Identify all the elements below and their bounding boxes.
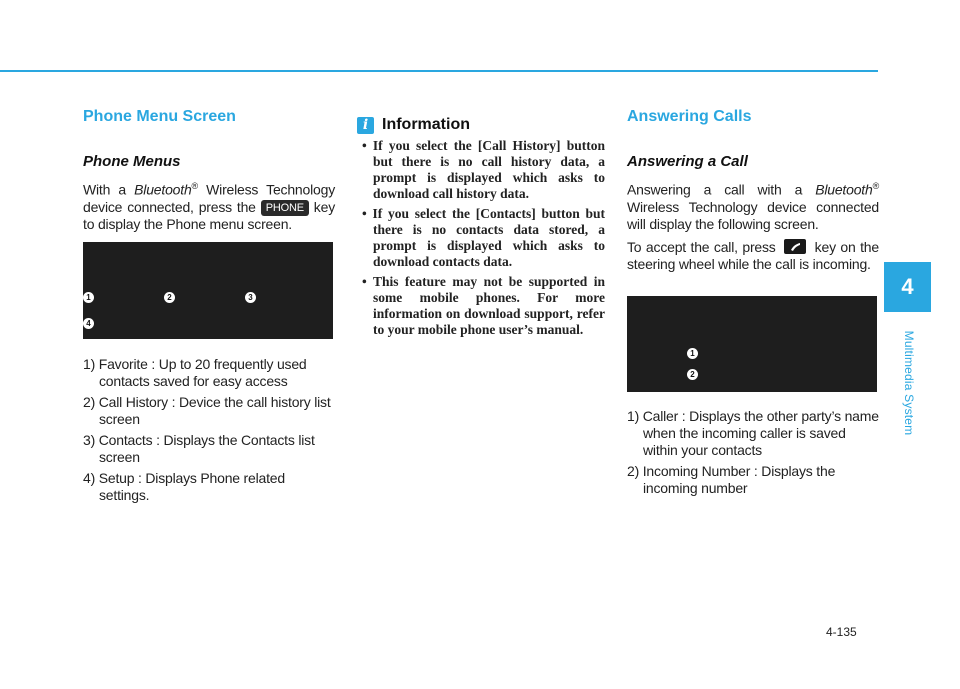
list-item: 2) Call History : Device the call history list screen [83,394,331,427]
answer-paragraph: Answering a call with a Bluetooth® Wireless Technology device connected will display the following screen. [627,181,879,232]
info-bullet: • If you select the [Contacts] button but there is no contacts data stored, a prompt is displayed which asks to download contacts data. [357,206,605,270]
section-heading: Answering Calls [627,108,752,125]
callout-2: 2 [687,369,698,380]
list-item: 2) Incoming Number : Displays the incoming number [627,463,836,496]
info-bullet: • This feature may not be supported in some mobile phones. For more information on download support, refer to your mobile phone user’s manual. [357,274,605,338]
info-bullet: • If you select the [Call History] button but there is no call history data, a prompt is displayed which asks to download call history data. [357,138,605,202]
callout-3: 3 [245,292,256,303]
answering-calls-section [627,108,879,273]
callout-4: 4 [83,318,94,329]
intro-paragraph: With a Bluetooth® Wireless Technology device connected, press the PHONE key to display the Phone menu screen. [83,181,335,232]
list-item: 1) Caller : Displays the other party’s name when the incoming caller is saved within your contacts [627,408,879,458]
subsection-heading: Phone Menus [83,153,181,170]
incoming-call-list [627,408,879,501]
list-item: 4) Setup : Displays Phone related settings. [83,470,285,503]
callout-2: 2 [164,292,175,303]
chapter-tab: 4 [884,262,931,312]
info-icon: i [357,117,374,134]
header-rule [0,70,878,72]
phone-handset-icon [784,239,806,254]
list-item: 3) Contacts : Displays the Contacts list screen [83,432,315,465]
phone-menu-list [83,356,335,508]
page-number: 4-135 [826,625,857,639]
list-item: 1) Favorite : Up to 20 frequently used contacts saved for easy access [83,356,307,389]
callout-1: 1 [83,292,94,303]
phone-menu-section [83,108,335,233]
accept-paragraph: To accept the call, press key on the steering wheel while the call is incoming. [627,238,879,272]
info-title: Information [382,116,470,133]
callout-1: 1 [687,348,698,359]
phone-menu-screen-image [83,242,333,339]
chapter-title: Multimedia System [902,330,916,436]
incoming-call-screen-image [627,296,877,392]
phone-key-icon: PHONE [261,200,309,216]
section-heading: Phone Menu Screen [83,108,236,125]
information-box [357,116,605,342]
subsection-heading: Answering a Call [627,153,748,170]
